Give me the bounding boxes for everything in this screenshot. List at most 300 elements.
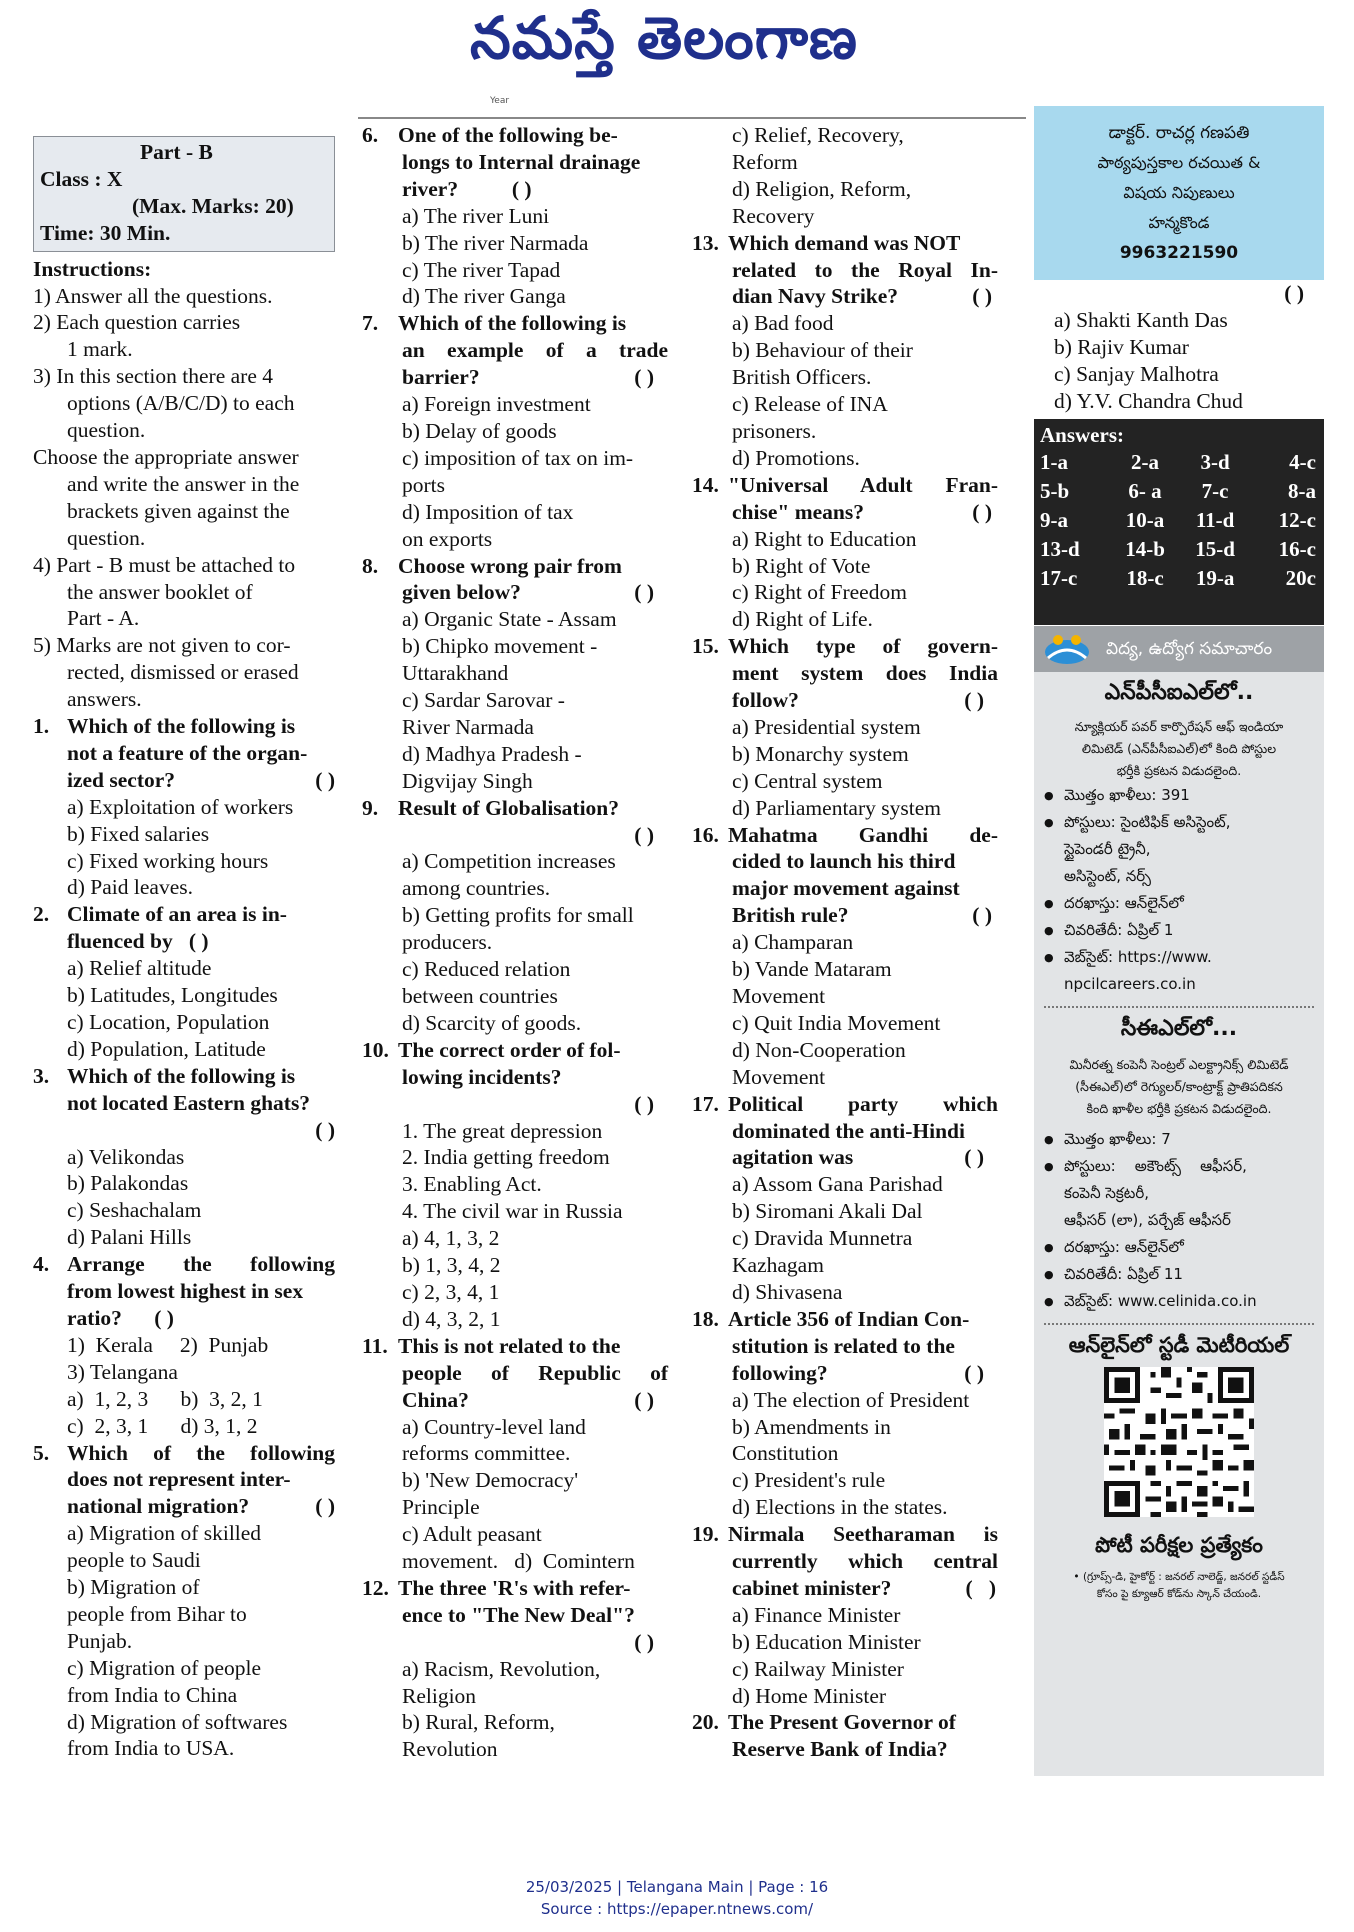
footer-source[interactable]: Source : https://epaper.ntnews.com/ xyxy=(540,1900,814,1918)
answer-cell: 1-a xyxy=(1040,450,1068,474)
cel-list xyxy=(1034,1126,1324,1315)
answers-row xyxy=(1040,477,1316,506)
option: a) 4, 1, 3, 2 xyxy=(402,1226,500,1251)
instruction-2-cont: 1 mark. xyxy=(67,337,133,362)
question-number: 17. xyxy=(692,1091,719,1116)
question-number: 2. xyxy=(33,902,50,927)
answer-bracket: ( ) xyxy=(634,822,654,847)
option: d) Non-Cooperation xyxy=(732,1037,906,1062)
option: b) 'New Democracy' xyxy=(402,1468,579,1493)
sidebar xyxy=(1034,106,1324,415)
option: d) Imposition of tax xyxy=(402,499,574,524)
option: a) The river Luni xyxy=(402,203,550,228)
option: a) Finance Minister xyxy=(732,1602,901,1627)
cel-apply: ● దరఖాస్తు: ఆన్‌లైన్‌లో xyxy=(1044,1234,1316,1261)
option: b) Fixed salaries xyxy=(67,821,210,846)
question-text xyxy=(692,1144,998,1171)
instruction-3-cont2: question. xyxy=(67,418,146,443)
option: d) Right of Life. xyxy=(732,607,873,632)
option: c) Central system xyxy=(732,768,883,793)
answers-row xyxy=(1040,448,1316,477)
question-text-part: agitation was xyxy=(732,1145,854,1170)
part-label: Part - B xyxy=(140,140,213,164)
option: b) Education Minister xyxy=(732,1629,921,1654)
option: 1) Kerala 2) Punjab xyxy=(67,1332,269,1357)
column-2 xyxy=(362,122,668,1763)
option: a) Velikondas xyxy=(67,1144,185,1169)
answer-cell: 2-a xyxy=(1131,450,1160,474)
question-19 xyxy=(692,1521,998,1709)
question-number: 9. xyxy=(362,795,379,820)
author-phone: 9963221590 xyxy=(1119,243,1239,263)
question-18 xyxy=(692,1306,998,1521)
answer-cell: 16-c xyxy=(1278,537,1316,561)
question-text: The three 'R's with refer- xyxy=(398,1575,631,1600)
npcil-vacancies: ● మొత్తం ఖాళీలు: 391 xyxy=(1044,782,1316,809)
npcil-posts: ● పోస్టులు: సైంటిఫిక్ అసిస్టెంట్, xyxy=(1044,809,1316,836)
option-cont: movement. d) Comintern xyxy=(402,1549,635,1574)
question-text: related to the Royal In- xyxy=(732,257,998,282)
question-text: One of the following be- xyxy=(398,123,618,147)
question-number: 6. xyxy=(362,123,379,147)
question-text: from lowest highest in sex xyxy=(67,1279,304,1304)
npcil-heading: ఎన్‌పీసీఐఎల్‌లో.. xyxy=(1104,680,1254,705)
npcil-list xyxy=(1034,782,1324,998)
option-cont: from India to China xyxy=(67,1682,238,1707)
answer-bracket: ( ) xyxy=(964,1360,984,1385)
cel-website[interactable]: ● వెబ్‌సైట్: www.celinida.co.in xyxy=(1044,1288,1316,1315)
option: c) 2, 3, 1 d) 3, 1, 2 xyxy=(67,1413,258,1438)
option-cont: people to Saudi xyxy=(67,1548,201,1573)
question-text: dominated the anti-Hindi xyxy=(732,1118,965,1143)
question-10 xyxy=(362,1037,668,1333)
question-text: Nirmala Seetharaman is xyxy=(728,1522,998,1547)
instruction-5-cont: rected, dismissed or erased xyxy=(67,660,299,685)
option: a) Presidential system xyxy=(732,714,921,739)
answer-bracket: ( ) xyxy=(315,767,335,792)
option: a) Foreign investment xyxy=(402,392,591,417)
option: c) The river Tapad xyxy=(402,257,561,282)
option: c) Location, Population xyxy=(67,1010,270,1034)
option-cont: Revolution xyxy=(402,1737,498,1762)
question-13 xyxy=(692,230,998,472)
choose-line-1: Choose the appropriate answer xyxy=(33,444,299,469)
max-marks: (Max. Marks: 20) xyxy=(132,193,294,218)
question-text-part: dian Navy Strike? xyxy=(732,284,899,309)
question-text: Which type of govern- xyxy=(728,634,998,659)
answer-bracket: ( ) xyxy=(634,1629,654,1654)
question-text: currently which central xyxy=(732,1549,998,1574)
option: c) Railway Minister xyxy=(732,1656,904,1681)
question-text: Which demand was NOT xyxy=(728,230,961,255)
answer-bracket: ( ) xyxy=(634,580,654,605)
question-text xyxy=(33,767,335,794)
answer-cell: 15-d xyxy=(1195,537,1235,561)
option: c) President's rule xyxy=(732,1468,886,1493)
question-text-part: British rule? xyxy=(732,903,849,928)
question-number: 8. xyxy=(362,553,379,578)
option: a) 1, 2, 3 b) 3, 2, 1 xyxy=(67,1386,263,1411)
qr-code-icon[interactable] xyxy=(1104,1367,1254,1517)
option: d) Promotions. xyxy=(732,445,860,470)
question-text xyxy=(692,687,998,714)
cel-text: (సీఈఎల్)లో రెగ్యులర్/కాంట్రాక్ట్ ప్రాతిపదికన xyxy=(1075,1079,1283,1094)
question-number: 4. xyxy=(33,1252,50,1277)
option: c) Reduced relation xyxy=(402,957,571,982)
question-12 xyxy=(362,1575,668,1763)
option-cont: Constitution xyxy=(732,1441,839,1466)
option: b) The river Narmada xyxy=(402,230,589,255)
question-20 xyxy=(692,1709,998,1763)
part-b-box xyxy=(33,136,335,252)
option: c) Adult peasant xyxy=(402,1522,542,1547)
question-text: Mahatma Gandhi de- xyxy=(728,822,998,847)
option: a) Exploitation of workers xyxy=(67,794,294,819)
option: 3) Telangana xyxy=(67,1359,178,1384)
answer-cell: 8-a xyxy=(1288,479,1316,503)
option: a) Assom Gana Parishad xyxy=(732,1172,943,1197)
author-role: పాఠ్యపుస్తకాల రచయిత & xyxy=(1097,153,1261,172)
question-16 xyxy=(692,822,998,1091)
question-text: cided to launch his third xyxy=(732,849,956,874)
question-text xyxy=(362,1387,668,1414)
question-number: 12. xyxy=(362,1575,389,1600)
cel-heading: సీఈఎల్‌లో... xyxy=(1120,1016,1238,1041)
question-text: The Present Governor of xyxy=(728,1710,956,1735)
author-role-2: విషయ నిపుణులు xyxy=(1123,183,1235,202)
option: b) Rajiv Kumar xyxy=(1054,334,1189,359)
question-text: Choose wrong pair from xyxy=(398,553,622,578)
question-number: 7. xyxy=(362,311,379,336)
cel-text: కింది ఖాళీల భర్తీకి ప్రకటన విడుదలైంది. xyxy=(1086,1101,1272,1116)
answer-bracket: ( ) xyxy=(315,1117,335,1142)
question-text: Result of Globalisation? xyxy=(398,795,619,820)
question-number: 13. xyxy=(692,230,719,255)
option-cont: River Narmada xyxy=(402,714,534,739)
question-text: Article 356 of Indian Con- xyxy=(728,1306,970,1331)
question-text-part: barrier? xyxy=(402,365,480,390)
question-number: 3. xyxy=(33,1063,50,1088)
option: d) Parliamentary system xyxy=(732,795,941,820)
answer-bracket: ( ) xyxy=(964,688,984,713)
question-text-part: ized sector? xyxy=(67,767,176,792)
instruction-3: 3) In this section there are 4 xyxy=(33,364,273,389)
option: d) Y.V. Chandra Chud xyxy=(1054,388,1243,413)
question-15 xyxy=(692,633,998,821)
answer-cell: 9-a xyxy=(1040,508,1068,532)
answer-cell: 5-b xyxy=(1040,479,1070,503)
instruction-4: 4) Part - B must be attached to xyxy=(33,552,296,577)
option: d) Scarcity of goods. xyxy=(402,1010,582,1035)
question-text: not located Eastern ghats? xyxy=(67,1090,311,1115)
option-cont: Digvijay Singh xyxy=(402,768,533,793)
question-text-part: fluenced by xyxy=(67,929,173,954)
author-box xyxy=(1034,106,1324,280)
question-text: ment system does India xyxy=(732,661,998,686)
question-number: 14. xyxy=(692,472,719,497)
question-3 xyxy=(33,1063,335,1251)
option: c) Seshachalam xyxy=(67,1198,202,1223)
question-number: 16. xyxy=(692,822,719,847)
column-3 xyxy=(692,122,998,1763)
option-cont: Reform xyxy=(732,149,798,174)
author-name: డాక్టర్. రాచర్ల గణపతి xyxy=(1108,123,1250,143)
question-number: 11. xyxy=(362,1333,388,1358)
answers-table xyxy=(1040,448,1316,593)
question-text xyxy=(692,1575,998,1602)
option: a) Racism, Revolution, xyxy=(402,1656,601,1681)
author-place: హన్మకొండ xyxy=(1148,213,1210,232)
masthead xyxy=(0,0,1354,110)
question-text: an example of a trade xyxy=(402,338,668,363)
question-number: 18. xyxy=(692,1306,719,1331)
option: c) Right of Freedom xyxy=(732,580,907,605)
answers-box xyxy=(1034,419,1324,625)
answer-cell: 6- a xyxy=(1128,479,1162,503)
question-text-part: ratio? xyxy=(67,1305,122,1330)
answer-bracket: ( ) xyxy=(154,1305,174,1330)
choose-line-3: brackets given against the xyxy=(67,498,290,523)
newspaper-title: నమస్తే తెలంగాణ xyxy=(470,4,858,72)
question-text: stitution is related to the xyxy=(732,1333,955,1358)
npcil-posts-cont: అసిస్టెంట్, నర్స్ xyxy=(1064,867,1151,885)
question-17 xyxy=(692,1091,998,1306)
option: b) Palakondas xyxy=(67,1171,189,1196)
question-20-options xyxy=(1034,280,1324,415)
option-cont: Principle xyxy=(402,1495,480,1520)
option-cont: Kazhagam xyxy=(732,1253,824,1278)
option: d) Migration of softwares xyxy=(67,1709,288,1734)
option: c) Fixed working hours xyxy=(67,848,269,873)
answer-cell: 19-a xyxy=(1195,566,1235,590)
jobs-banner-text: విద్య, ఉద్యోగ సమాచారం xyxy=(1106,639,1273,659)
question-text-part: river? xyxy=(402,176,459,201)
option: c) Relief, Recovery, xyxy=(732,123,904,147)
question-5 xyxy=(33,1440,335,1763)
option: d) Home Minister xyxy=(732,1683,887,1708)
option: c) Migration of people xyxy=(67,1655,262,1680)
option: b) Right of Vote xyxy=(732,553,871,578)
education-logo-icon xyxy=(1042,630,1092,668)
instruction-2: 2) Each question carries xyxy=(33,310,241,335)
time-label: Time: 30 Min. xyxy=(40,220,171,245)
option: a) Relief altitude xyxy=(67,956,212,981)
answers-row xyxy=(1040,564,1316,593)
npcil-website[interactable]: ● వెబ్‌సైట్: https://www. xyxy=(1044,944,1316,971)
cel-posts-cont: ఆఫీసర్ (లా), పర్చేజ్ ఆఫీసర్ xyxy=(1064,1211,1231,1229)
answer-bracket: ( ) xyxy=(972,903,992,928)
answer-bracket: ( ) xyxy=(511,176,532,201)
option-cont: ports xyxy=(402,472,445,497)
question-number: 1. xyxy=(33,714,50,739)
option-cont: prisoners. xyxy=(732,418,817,443)
option: b) Delay of goods xyxy=(402,418,557,443)
option: d) 4, 3, 2, 1 xyxy=(402,1306,501,1331)
answer-cell: 11-d xyxy=(1195,508,1235,532)
instruction-4-cont: the answer booklet of xyxy=(67,579,253,604)
answer-cell: 12-c xyxy=(1278,508,1316,532)
question-text: "Universal Adult Fran- xyxy=(728,472,998,497)
cel-text: మినీరత్న కంపెనీ సెంట్రల్ ఎలక్ట్రానిక్స్ లిమిటెడ్ xyxy=(1069,1057,1289,1072)
option: a) Country-level land xyxy=(402,1414,586,1439)
answer-cell: 7-c xyxy=(1201,479,1229,503)
answer-cell: 17-c xyxy=(1040,566,1078,590)
cel-posts-cont: కంపెనీ సెక్రటరీ, xyxy=(1064,1184,1150,1202)
option-cont: British Officers. xyxy=(732,365,872,390)
option: c) 2, 3, 4, 1 xyxy=(402,1279,500,1304)
option-cont: reforms committee. xyxy=(402,1441,571,1466)
question-text: Which of the following is xyxy=(67,1063,296,1088)
question-text xyxy=(33,928,335,955)
question-text-part: given below? xyxy=(402,580,521,605)
question-text xyxy=(692,499,998,526)
question-text: Climate of an area is in- xyxy=(67,902,287,927)
option-cont: Religion xyxy=(402,1683,477,1708)
option: b) Migration of xyxy=(67,1575,200,1600)
option: d) Population, Latitude xyxy=(67,1036,266,1061)
question-text xyxy=(33,1305,335,1332)
question-2 xyxy=(33,901,335,1062)
answer-bracket: ( ) xyxy=(315,1494,335,1519)
option: a) Champaran xyxy=(732,930,854,955)
option: b) Amendments in xyxy=(732,1414,891,1439)
option-cont: between countries xyxy=(402,984,558,1008)
question-text: major movement against xyxy=(732,876,960,901)
option: c) Dravida Munnetra xyxy=(732,1226,913,1251)
question-14 xyxy=(692,472,998,633)
answer-bracket: ( ) xyxy=(188,929,209,954)
divider xyxy=(1044,1323,1314,1325)
question-text: ence to "The New Deal"? xyxy=(402,1602,635,1627)
footer-date-page: 25/03/2025 | Telangana Main | Page : 16 xyxy=(525,1878,829,1896)
option: c) Sanjay Malhotra xyxy=(1054,361,1219,386)
option: a) Bad food xyxy=(732,311,834,336)
option: b) Rural, Reform, xyxy=(402,1710,555,1735)
question-1 xyxy=(33,713,335,901)
question-text: Reserve Bank of India? xyxy=(732,1737,948,1762)
question-text xyxy=(692,1360,998,1387)
option: d) Shivasena xyxy=(732,1279,843,1304)
column-1 xyxy=(33,136,335,1762)
question-text-part: follow? xyxy=(732,688,799,713)
qr-note-cont: కోసం పై క్యూఆర్ కోడ్‌ను స్కాన్ చేయండి. xyxy=(1096,1588,1262,1600)
answer-cell: 13-d xyxy=(1040,537,1080,561)
answer-bracket: ( ) xyxy=(1284,281,1304,305)
option: a) Shakti Kanth Das xyxy=(1054,307,1228,332)
option: b) Monarchy system xyxy=(732,741,909,766)
option-cont: from India to USA. xyxy=(67,1736,235,1761)
question-7 xyxy=(362,310,668,552)
option: d) Madhya Pradesh - xyxy=(402,741,582,766)
instruction-4-cont2: Part - A. xyxy=(67,606,140,631)
option: b) Chipko movement - xyxy=(402,634,598,659)
npcil-website-cont[interactable]: npcilcareers.co.in xyxy=(1064,975,1196,993)
option-cont: Movement xyxy=(732,984,826,1008)
question-text-part: cabinet minister? xyxy=(732,1575,892,1600)
cel-posts: ● పోస్టులు: అకౌంట్స్ ఆఫీసర్, xyxy=(1044,1153,1316,1180)
question-text: people of Republic of xyxy=(402,1360,668,1385)
option-cont: Punjab. xyxy=(67,1628,133,1653)
jobs-panel xyxy=(1034,626,1324,1776)
question-number: 20. xyxy=(692,1710,719,1735)
question-number: 19. xyxy=(692,1522,719,1547)
npcil-last-date: ● చివరితేదీ: ఏప్రిల్ 1 xyxy=(1044,917,1316,944)
question-4 xyxy=(33,1251,335,1439)
question-text: does not represent inter- xyxy=(67,1467,291,1492)
answer-cell: 4-c xyxy=(1289,450,1316,474)
question-text-part: China? xyxy=(402,1387,469,1412)
question-text xyxy=(692,283,998,310)
option: c) Sardar Sarovar - xyxy=(402,688,565,713)
answer-cell: 3-d xyxy=(1200,450,1230,474)
cel-vacancies: ● మొత్తం ఖాళీలు: 7 xyxy=(1044,1126,1316,1153)
npcil-text: భర్తీకి ప్రకటన విడుదలైంది. xyxy=(1116,763,1242,778)
jobs-banner xyxy=(1034,626,1324,672)
answer-cell: 10-a xyxy=(1125,508,1165,532)
option: 4. The civil war in Russia xyxy=(402,1199,623,1224)
option: b) Latitudes, Longitudes xyxy=(67,983,278,1008)
option-cont: on exports xyxy=(402,526,493,551)
question-text xyxy=(362,364,668,391)
spacer xyxy=(1034,1046,1324,1054)
option: b) Vande Mataram xyxy=(732,957,892,982)
question-text-part: national migration? xyxy=(67,1494,250,1519)
instructions-heading: Instructions: xyxy=(33,256,152,281)
option: 1. The great depression xyxy=(402,1118,603,1143)
study-material-heading: ఆన్‌లైన్‌లో స్టడీ మెటీరియల్ xyxy=(1068,1333,1290,1357)
option-cont: Movement xyxy=(732,1064,826,1089)
question-text: This is not related to the xyxy=(398,1333,621,1358)
instruction-3-cont: options (A/B/C/D) to each xyxy=(67,391,295,416)
answers-row xyxy=(1040,506,1316,535)
option: d) Paid leaves. xyxy=(67,875,193,900)
answer-bracket: ( ) xyxy=(972,284,992,309)
question-8 xyxy=(362,553,668,795)
option: c) Quit India Movement xyxy=(732,1010,941,1035)
option-cont: people from Bihar to xyxy=(67,1601,247,1626)
question-text: Which of the following is xyxy=(67,714,296,739)
answer-bracket: ( ) xyxy=(634,1091,654,1116)
question-text: The correct order of fol- xyxy=(398,1037,621,1062)
answer-cell: 14-b xyxy=(1125,537,1165,561)
option-cont: among countries. xyxy=(402,876,551,901)
question-number: 15. xyxy=(692,634,719,659)
cel-last-date: ● చివరితేదీ: ఏప్రిల్ 11 xyxy=(1044,1261,1316,1288)
question-text-part: following? xyxy=(732,1360,828,1385)
answer-cell: 20c xyxy=(1285,566,1316,590)
question-text: Arrange the following xyxy=(67,1252,335,1277)
option: 2. India getting freedom xyxy=(402,1145,610,1170)
option: c) Release of INA xyxy=(732,392,888,417)
competitive-exams-heading: పోటీ పరీక్షల ప్రత్యేకం xyxy=(1095,1533,1263,1557)
question-text: lowing incidents? xyxy=(402,1064,562,1089)
answer-bracket: ( ) xyxy=(965,1575,996,1600)
npcil-apply: ● దరఖాస్తు: ఆన్‌లైన్‌లో xyxy=(1044,890,1316,917)
instruction-5-cont2: answers. xyxy=(67,687,142,712)
answer-bracket: ( ) xyxy=(972,499,992,524)
option: d) The river Ganga xyxy=(402,284,566,309)
option-cont: producers. xyxy=(402,930,493,955)
question-text: not a feature of the organ- xyxy=(67,740,308,765)
option: b) Behaviour of their xyxy=(732,338,913,363)
instruction-5: 5) Marks are not given to cor- xyxy=(33,633,291,658)
question-number: 10. xyxy=(362,1037,389,1062)
option: a) Competition increases xyxy=(402,849,616,874)
answers-row xyxy=(1040,535,1316,564)
choose-line-4: question. xyxy=(67,525,146,550)
option: d) Palani Hills xyxy=(67,1225,192,1250)
question-11 xyxy=(362,1333,668,1575)
